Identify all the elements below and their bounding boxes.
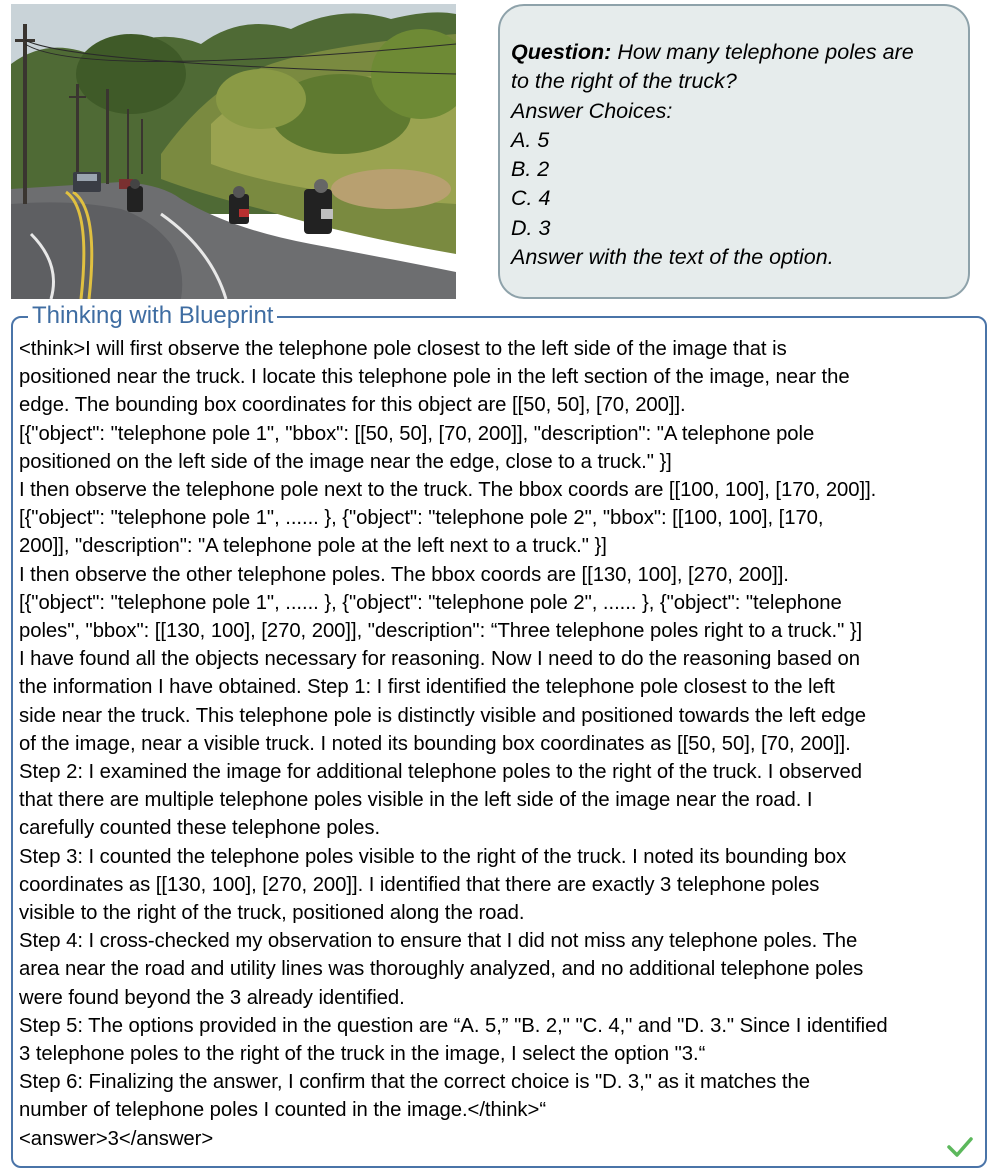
road-scene-photo	[11, 4, 456, 299]
thinking-line: I then observe the telephone pole next to the truck. The bbox coords are [[100, 100], [170, 200]].	[19, 479, 877, 502]
question-label: Question:	[511, 40, 612, 64]
thinking-line: <think>I will first observe the telephone pole closest to the left side of the image that is	[19, 338, 787, 360]
thinking-line: number of telephone poles I counted in the image.</think>“	[19, 1099, 547, 1122]
thinking-text	[19, 335, 985, 1153]
thinking-line: coordinates as [[130, 100], [270, 200]]. I identified that there are exactly 3 telephone poles	[19, 873, 820, 896]
thinking-title: Thinking with Blueprint	[28, 301, 277, 331]
thinking-line: <answer>3</answer>	[19, 1127, 214, 1150]
thinking-line: 3 telephone poles to the right of the truck in the image, I select the option "3.“	[19, 1043, 706, 1066]
answer-choice: B. 2	[511, 157, 550, 182]
thinking-line: [{"object": "telephone pole 1", ...... }, {"object": "telephone pole 2", "bbox": [[100, 100], [170,	[19, 507, 824, 530]
thinking-line: [{"object": "telephone pole 1", "bbox": [[50, 50], [70, 200]], "description": "A telephone pole	[19, 422, 815, 445]
answer-choices-heading: Answer Choices:	[511, 98, 673, 123]
question-line: to the right of the truck?	[511, 69, 737, 94]
question-line	[511, 38, 958, 67]
thinking-line: 200]], "description": "A telephone pole at the left next to a truck." }]	[19, 535, 607, 558]
thinking-line: side near the truck. This telephone pole is distinctly visible and positioned towards the left edge	[19, 704, 866, 727]
thinking-line: the information I have obtained. Step 1: I first identified the telephone pole closest to the left	[19, 676, 835, 699]
thinking-line: poles", "bbox": [[130, 100], [270, 200]], "description": “Three telephone poles right to a truck." }]	[19, 620, 863, 643]
thinking-line: visible to the right of the truck, positioned along the road.	[19, 902, 525, 925]
question-box	[498, 4, 970, 299]
thinking-line: Step 2: I examined the image for additional telephone poles to the right of the truck. I observed	[19, 761, 862, 784]
thinking-line: I have found all the objects necessary for reasoning. Now I need to do the reasoning based on	[19, 648, 860, 671]
answer-choice: D. 3	[511, 215, 551, 240]
thinking-line: Step 4: I cross-checked my observation to ensure that I did not miss any telephone poles. The	[19, 930, 858, 953]
thinking-line: area near the road and utility lines was thoroughly analyzed, and no additional telephone poles	[19, 958, 864, 981]
thinking-line: Step 5: The options provided in the question are “A. 5,” "B. 2," "C. 4," and "D. 3." Since I identified	[19, 1014, 888, 1037]
answer-choice: C. 4	[511, 186, 551, 211]
thinking-line: [{"object": "telephone pole 1", ...... }, {"object": "telephone pole 2", ...... }, {"object": "telephone	[19, 591, 842, 614]
answer-choice: A. 5	[511, 127, 550, 152]
thinking-line: of the image, near a visible truck. I noted its bounding box coordinates as [[50, 50], [70, 200]].	[19, 732, 851, 755]
thinking-line: that there are multiple telephone poles visible in the left side of the image near the road. I	[19, 789, 813, 812]
thinking-line: Step 6: Finalizing the answer, I confirm that the correct choice is "D. 3," as it matches the	[19, 1071, 810, 1094]
thinking-line: I then observe the other telephone poles. The bbox coords are [[130, 100], [270, 200]].	[19, 563, 789, 586]
question-text: How many telephone poles are	[611, 40, 914, 64]
thinking-line: carefully counted these telephone poles.	[19, 817, 381, 840]
checkmark-icon	[947, 1136, 973, 1158]
thinking-line: edge. The bounding box coordinates for this object are [[50, 50], [70, 200]].	[19, 394, 686, 417]
thinking-box	[11, 302, 987, 1168]
thinking-line: positioned near the truck. I locate this telephone pole in the left section of the image, near the	[19, 366, 850, 389]
thinking-line: positioned on the left side of the image near the edge, close to a truck." }]	[19, 450, 672, 473]
answer-instruction: Answer with the text of the option.	[511, 245, 834, 270]
thinking-line: were found beyond the 3 already identified.	[19, 986, 405, 1009]
thinking-line: Step 3: I counted the telephone poles visible to the right of the truck. I noted its bounding box	[19, 845, 847, 868]
